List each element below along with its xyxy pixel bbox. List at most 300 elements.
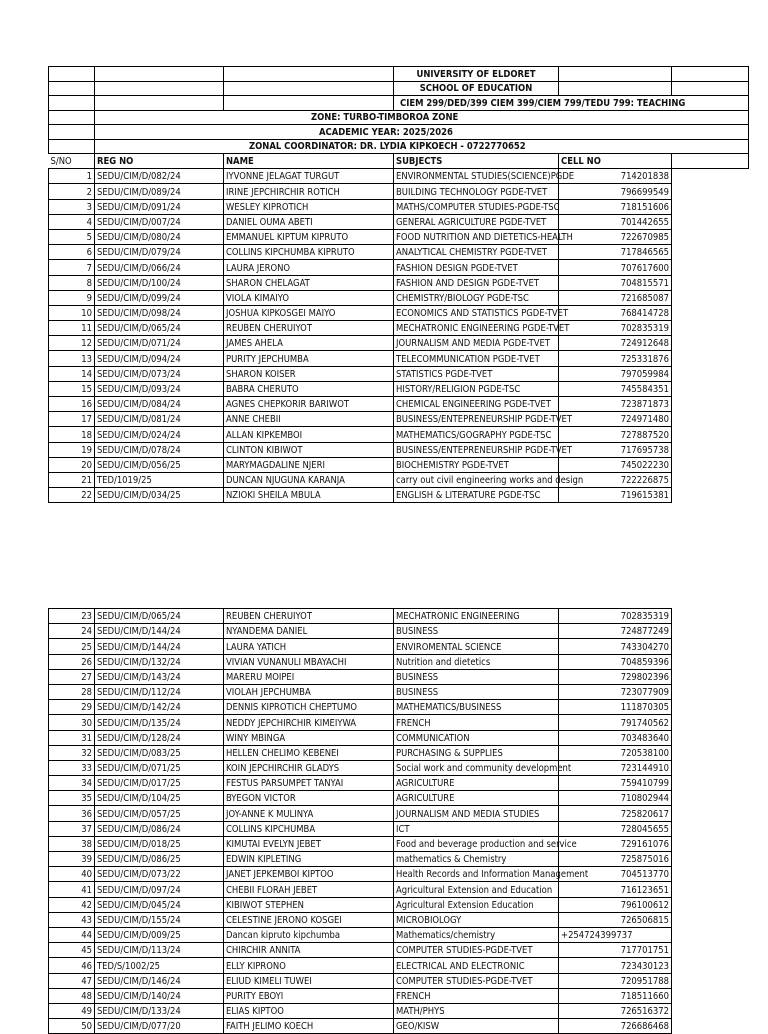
cell-no-cell: 719615381: [559, 488, 672, 503]
reg-no-cell: SEDU/CIM/D/057/25: [95, 806, 224, 821]
reg-no-cell: SEDU/CIM/D/082/24: [95, 169, 224, 184]
reg-no-cell: SEDU/CIM/D/155/24: [95, 912, 224, 927]
reg-no-cell: SEDU/CIM/D/086/25: [95, 852, 224, 867]
cell-no-cell: 729802396: [559, 669, 672, 684]
cell-no-cell: 111870305: [559, 700, 672, 715]
name-cell: Dancan kipruto kipchumba: [224, 927, 394, 942]
reg-no-cell: SEDU/CIM/D/083/25: [95, 745, 224, 760]
table-row: [49, 472, 749, 487]
reg-no-cell: TED/S/1002/25: [95, 958, 224, 973]
table-row: [49, 730, 749, 745]
table-row: [49, 867, 749, 882]
table-row: [49, 745, 749, 760]
reg-no-cell: SEDU/CIM/D/112/24: [95, 684, 224, 699]
subject-cell: Agricultural Extension Education: [394, 897, 559, 912]
table-row: [49, 336, 749, 351]
name-cell: SHARON CHELAGAT: [224, 275, 394, 290]
cell-no-cell: +254724399737: [559, 927, 672, 942]
table-row: [49, 654, 749, 669]
subject-cell: Food and beverage production and service: [394, 836, 559, 851]
table-row: [49, 821, 749, 836]
table-row: [49, 897, 749, 912]
reg-no-cell: SEDU/CIM/D/065/24: [95, 609, 224, 624]
cell-no-cell: 720538100: [559, 745, 672, 760]
reg-no-cell: SEDU/CIM/D/100/24: [95, 275, 224, 290]
reg-no-cell: SEDU/CIM/D/093/24: [95, 381, 224, 396]
cell-no-cell: 723871873: [559, 397, 672, 412]
reg-no-cell: SEDU/CIM/D/128/24: [95, 730, 224, 745]
row-number: 18: [49, 427, 95, 442]
row-number: 14: [49, 366, 95, 381]
table-row: [49, 806, 749, 821]
subject-cell: TELECOMMUNICATION PGDE-TVET: [394, 351, 559, 366]
subject-cell: BIOCHEMISTRY PGDE-TVET: [394, 457, 559, 472]
name-cell: CELESTINE JERONO KOSGEI: [224, 912, 394, 927]
name-cell: BABRA CHERUTO: [224, 381, 394, 396]
subject-cell: MECHATRONIC ENGINEERING: [394, 609, 559, 624]
cell-no-cell: 701442655: [559, 214, 672, 229]
cell-no-cell: 707617600: [559, 260, 672, 275]
name-cell: MARYMAGDALINE NJERI: [224, 457, 394, 472]
cell-no-cell: 724877249: [559, 624, 672, 639]
name-cell: PURITY JEPCHUMBA: [224, 351, 394, 366]
table-row: [49, 229, 749, 244]
subject-cell: MATHEMATICS/GOGRAPHY PGDE-TSC: [394, 427, 559, 442]
subject-cell: ENVIROMENTAL SCIENCE: [394, 639, 559, 654]
subject-cell: MICROBIOLOGY: [394, 912, 559, 927]
subject-cell: mathematics & Chemistry: [394, 852, 559, 867]
row-number: 23: [49, 609, 95, 624]
row-number: 32: [49, 745, 95, 760]
col-header-name: NAME: [224, 154, 394, 169]
reg-no-cell: SEDU/CIM/D/089/24: [95, 184, 224, 199]
table-row: [49, 184, 749, 199]
subject-cell: GEO/KISW: [394, 1019, 559, 1034]
name-cell: LAURA JERONO: [224, 260, 394, 275]
row-number: 25: [49, 639, 95, 654]
name-cell: NYANDEMA DANIEL: [224, 624, 394, 639]
name-cell: VIOLA KIMAIYO: [224, 290, 394, 305]
row-number: 44: [49, 927, 95, 942]
row-number: 8: [49, 275, 95, 290]
reg-no-cell: SEDU/CIM/D/017/25: [95, 776, 224, 791]
name-cell: KOIN JEPCHIRCHIR GLADYS: [224, 760, 394, 775]
subject-cell: carry out civil engineering works and design: [394, 472, 559, 487]
cell-no-cell: 721685087: [559, 290, 672, 305]
name-cell: KIBIWOT STEPHEN: [224, 897, 394, 912]
reg-no-cell: SEDU/CIM/D/081/24: [95, 412, 224, 427]
cell-no-cell: 704815571: [559, 275, 672, 290]
row-number: 10: [49, 305, 95, 320]
name-cell: JAMES AHELA: [224, 336, 394, 351]
row-number: 39: [49, 852, 95, 867]
table-row: [49, 199, 749, 214]
subject-cell: BUILDING TECHNOLOGY PGDE-TVET: [394, 184, 559, 199]
name-cell: REUBEN CHERUIYOT: [224, 321, 394, 336]
name-cell: NZIOKI SHEILA MBULA: [224, 488, 394, 503]
reg-no-cell: SEDU/CIM/D/098/24: [95, 305, 224, 320]
name-cell: CHEBII FLORAH JEBET: [224, 882, 394, 897]
top-sheet: [48, 66, 691, 503]
cell-no-cell: 704859396: [559, 654, 672, 669]
reg-no-cell: SEDU/CIM/D/135/24: [95, 715, 224, 730]
name-cell: ALLAN KIPKEMBOI: [224, 427, 394, 442]
cell-no-cell: 703483640: [559, 730, 672, 745]
name-cell: DUNCAN NJUGUNA KARANJA: [224, 472, 394, 487]
table-row: [49, 852, 749, 867]
reg-no-cell: SEDU/CIM/D/073/24: [95, 366, 224, 381]
reg-no-cell: SEDU/CIM/D/146/24: [95, 973, 224, 988]
reg-no-cell: TED/1019/25: [95, 472, 224, 487]
header-and-list-table: [48, 66, 749, 503]
cell-no-cell: 720951788: [559, 973, 672, 988]
subject-cell: GENERAL AGRICULTURE PGDE-TVET: [394, 214, 559, 229]
table-row: [49, 305, 749, 320]
subject-cell: BUSINESS/ENTEPRENEURSHIP PGDE-TVET: [394, 442, 559, 457]
table-row: [49, 427, 749, 442]
row-number: 49: [49, 1003, 95, 1018]
row-number: 38: [49, 836, 95, 851]
cell-no-cell: 745584351: [559, 381, 672, 396]
subject-cell: FASHION AND DESIGN PGDE-TVET: [394, 275, 559, 290]
cell-no-cell: 714201838: [559, 169, 672, 184]
reg-no-cell: SEDU/CIM/D/104/25: [95, 791, 224, 806]
table-row: [49, 321, 749, 336]
name-cell: CHIRCHIR ANNITA: [224, 943, 394, 958]
cell-no-cell: 791740562: [559, 715, 672, 730]
reg-no-cell: SEDU/CIM/D/142/24: [95, 700, 224, 715]
row-number: 30: [49, 715, 95, 730]
cell-no-cell: 723144910: [559, 760, 672, 775]
row-number: 9: [49, 290, 95, 305]
name-cell: MARERU MOIPEI: [224, 669, 394, 684]
cell-no-cell: 729161076: [559, 836, 672, 851]
subject-cell: BUSINESS/ENTEPRENEURSHIP PGDE-TVET: [394, 412, 559, 427]
reg-no-cell: SEDU/CIM/D/097/24: [95, 882, 224, 897]
reg-no-cell: SEDU/CIM/D/080/24: [95, 229, 224, 244]
school-title: SCHOOL OF EDUCATION: [394, 81, 559, 96]
reg-no-cell: SEDU/CIM/D/034/25: [95, 488, 224, 503]
subject-cell: CHEMISTRY/BIOLOGY PGDE-TSC: [394, 290, 559, 305]
subject-cell: AGRICULTURE: [394, 776, 559, 791]
subject-cell: ICT: [394, 821, 559, 836]
row-number: 28: [49, 684, 95, 699]
reg-no-cell: SEDU/CIM/D/079/24: [95, 245, 224, 260]
name-cell: DENNIS KIPROTICH CHEPTUMO: [224, 700, 394, 715]
name-cell: COLLINS KIPCHUMBA KIPRUTO: [224, 245, 394, 260]
table-row: [49, 169, 749, 184]
cell-no-cell: 723430123: [559, 958, 672, 973]
row-number: 35: [49, 791, 95, 806]
reg-no-cell: SEDU/CIM/D/078/24: [95, 442, 224, 457]
name-cell: ELIAS KIPTOO: [224, 1003, 394, 1018]
table-row: [49, 669, 749, 684]
row-number: 31: [49, 730, 95, 745]
table-row: [49, 260, 749, 275]
subject-cell: ANALYTICAL CHEMISTRY PGDE-TVET: [394, 245, 559, 260]
table-row: [49, 776, 749, 791]
row-number: 5: [49, 229, 95, 244]
row-number: 20: [49, 457, 95, 472]
reg-no-cell: SEDU/CIM/D/140/24: [95, 988, 224, 1003]
subject-cell: ELECTRICAL AND ELECTRONIC: [394, 958, 559, 973]
zone-title: ZONE: TURBO-TIMBOROA ZONE: [95, 110, 749, 125]
subject-cell: COMPUTER STUDIES-PGDE-TVET: [394, 973, 559, 988]
name-cell: JANET JEPKEMBOI KIPTOO: [224, 867, 394, 882]
name-cell: ELLY KIPRONO: [224, 958, 394, 973]
cell-no-cell: 724971480: [559, 412, 672, 427]
reg-no-cell: SEDU/CIM/D/094/24: [95, 351, 224, 366]
reg-no-cell: SEDU/CIM/D/133/24: [95, 1003, 224, 1018]
name-cell: PURITY EBOYI: [224, 988, 394, 1003]
cell-no-cell: 724912648: [559, 336, 672, 351]
subject-cell: HISTORY/RELIGION PGDE-TSC: [394, 381, 559, 396]
cell-no-cell: 718151606: [559, 199, 672, 214]
reg-no-cell: SEDU/CIM/D/045/24: [95, 897, 224, 912]
cell-no-cell: 768414728: [559, 305, 672, 320]
row-number: 27: [49, 669, 95, 684]
cell-no-cell: 725875016: [559, 852, 672, 867]
col-header-cell: CELL NO: [559, 154, 672, 169]
reg-no-cell: SEDU/CIM/D/018/25: [95, 836, 224, 851]
row-number: 43: [49, 912, 95, 927]
subject-cell: PURCHASING & SUPPLIES: [394, 745, 559, 760]
table-row: [49, 366, 749, 381]
row-number: 12: [49, 336, 95, 351]
table-row: [49, 214, 749, 229]
table-row: [49, 927, 749, 942]
table-row: [49, 943, 749, 958]
table-row: [49, 684, 749, 699]
cell-no-cell: 796699549: [559, 184, 672, 199]
cell-no-cell: 717846565: [559, 245, 672, 260]
table-row: [49, 791, 749, 806]
name-cell: HELLEN CHELIMO KEBENEI: [224, 745, 394, 760]
name-cell: LAURA YATICH: [224, 639, 394, 654]
name-cell: WINY MBINGA: [224, 730, 394, 745]
reg-no-cell: SEDU/CIM/D/099/24: [95, 290, 224, 305]
subject-cell: BUSINESS: [394, 624, 559, 639]
row-number: 1: [49, 169, 95, 184]
name-cell: ELIUD KIMELI TUWEI: [224, 973, 394, 988]
name-cell: KIMUTAI EVELYN JEBET: [224, 836, 394, 851]
table-row: [49, 700, 749, 715]
table-row: [49, 639, 749, 654]
university-title: UNIVERSITY OF ELDORET: [394, 67, 559, 82]
row-number: 46: [49, 958, 95, 973]
subject-cell: FRENCH: [394, 988, 559, 1003]
table-row: [49, 836, 749, 851]
reg-no-cell: SEDU/CIM/D/077/20: [95, 1019, 224, 1034]
subject-cell: Social work and community development: [394, 760, 559, 775]
reg-no-cell: SEDU/CIM/D/056/25: [95, 457, 224, 472]
subject-cell: MATHS/COMPUTER STUDIES-PGDE-TSC: [394, 199, 559, 214]
cell-no-cell: 717695738: [559, 442, 672, 457]
row-number: 36: [49, 806, 95, 821]
table-row: [49, 412, 749, 427]
subject-cell: FASHION DESIGN PGDE-TVET: [394, 260, 559, 275]
table-row: [49, 715, 749, 730]
row-number: 22: [49, 488, 95, 503]
subject-cell: Health Records and Information Management: [394, 867, 559, 882]
reg-no-cell: SEDU/CIM/D/066/24: [95, 260, 224, 275]
cell-no-cell: 726506815: [559, 912, 672, 927]
cell-no-cell: 716123651: [559, 882, 672, 897]
reg-no-cell: SEDU/CIM/D/144/24: [95, 639, 224, 654]
name-cell: FESTUS PARSUMPET TANYAI: [224, 776, 394, 791]
row-number: 4: [49, 214, 95, 229]
subject-cell: Agricultural Extension and Education: [394, 882, 559, 897]
cell-no-cell: 722226875: [559, 472, 672, 487]
subject-cell: CHEMICAL ENGINEERING PGDE-TVET: [394, 397, 559, 412]
name-cell: JOSHUA KIPKOSGEI MAIYO: [224, 305, 394, 320]
table-row: [49, 397, 749, 412]
table-row: [49, 1019, 749, 1034]
subject-cell: AGRICULTURE: [394, 791, 559, 806]
cell-no-cell: 728045655: [559, 821, 672, 836]
name-cell: JOY-ANNE K MULINYA: [224, 806, 394, 821]
reg-no-cell: SEDU/CIM/D/024/24: [95, 427, 224, 442]
row-number: 50: [49, 1019, 95, 1034]
name-cell: VIVIAN VUNANULI MBAYACHI: [224, 654, 394, 669]
row-number: 13: [49, 351, 95, 366]
name-cell: VIOLAH JEPCHUMBA: [224, 684, 394, 699]
row-number: 3: [49, 199, 95, 214]
reg-no-cell: SEDU/CIM/D/113/24: [95, 943, 224, 958]
table-row: [49, 912, 749, 927]
col-header-subjects: SUBJECTS: [394, 154, 559, 169]
subject-cell: JOURNALISM AND MEDIA PGDE-TVET: [394, 336, 559, 351]
col-header-sno: S/NO: [50, 156, 72, 168]
table-row: [49, 624, 749, 639]
col-header-reg: REG NO: [95, 154, 224, 169]
cell-no-cell: 710802944: [559, 791, 672, 806]
reg-no-cell: SEDU/CIM/D/073/22: [95, 867, 224, 882]
row-number: 45: [49, 943, 95, 958]
reg-no-cell: SEDU/CIM/D/009/25: [95, 927, 224, 942]
subject-cell: MECHATRONIC ENGINEERING PGDE-TVET: [394, 321, 559, 336]
name-cell: CLINTON KIBIWOT: [224, 442, 394, 457]
subject-cell: ECONOMICS AND STATISTICS PGDE-TVET: [394, 305, 559, 320]
reg-no-cell: SEDU/CIM/D/071/25: [95, 760, 224, 775]
row-number: 40: [49, 867, 95, 882]
cell-no-cell: 702835319: [559, 609, 672, 624]
name-cell: DANIEL OUMA ABETI: [224, 214, 394, 229]
table-row: [49, 760, 749, 775]
subject-cell: COMMUNICATION: [394, 730, 559, 745]
row-number: 19: [49, 442, 95, 457]
cell-no-cell: 796100612: [559, 897, 672, 912]
cell-no-cell: 745022230: [559, 457, 672, 472]
row-number: 7: [49, 260, 95, 275]
table-row: [49, 351, 749, 366]
cell-no-cell: 743304270: [559, 639, 672, 654]
cell-no-cell: 727887520: [559, 427, 672, 442]
name-cell: BYEGON VICTOR: [224, 791, 394, 806]
reg-no-cell: SEDU/CIM/D/144/24: [95, 624, 224, 639]
course-title: CIEM 299/DED/399 CIEM 399/CIEM 799/TEDU 799: TEACHING: [394, 96, 749, 111]
academic-year: ACADEMIC YEAR: 2025/2026: [95, 125, 749, 140]
row-number: 47: [49, 973, 95, 988]
cell-no-cell: 702835319: [559, 321, 672, 336]
reg-no-cell: SEDU/CIM/D/091/24: [95, 199, 224, 214]
row-number: 37: [49, 821, 95, 836]
name-cell: IYVONNE JELAGAT TURGUT: [224, 169, 394, 184]
reg-no-cell: SEDU/CIM/D/084/24: [95, 397, 224, 412]
subject-cell: BUSINESS: [394, 684, 559, 699]
cell-no-cell: 725820617: [559, 806, 672, 821]
zonal-coordinator: ZONAL COORDINATOR: DR. LYDIA KIPKOECH - 0722770652: [95, 139, 749, 154]
table-row: [49, 290, 749, 305]
subject-cell: ENVIRONMENTAL STUDIES(SCIENCE)PGDE: [394, 169, 559, 184]
subject-cell: Mathematics/chemistry: [394, 927, 559, 942]
cell-no-cell: 723077909: [559, 684, 672, 699]
table-row: [49, 381, 749, 396]
name-cell: EDWIN KIPLETING: [224, 852, 394, 867]
name-cell: REUBEN CHERUIYOT: [224, 609, 394, 624]
reg-no-cell: SEDU/CIM/D/132/24: [95, 654, 224, 669]
subject-cell: FRENCH: [394, 715, 559, 730]
row-number: 26: [49, 654, 95, 669]
name-cell: NEDDY JEPCHIRCHIR KIMEIYWA: [224, 715, 394, 730]
subject-cell: STATISTICS PGDE-TVET: [394, 366, 559, 381]
name-cell: AGNES CHEPKORIR BARIWOT: [224, 397, 394, 412]
row-number: 6: [49, 245, 95, 260]
subject-cell: MATHEMATICS/BUSINESS: [394, 700, 559, 715]
subject-cell: Nutrition and dietetics: [394, 654, 559, 669]
row-number: 41: [49, 882, 95, 897]
table-row: [49, 988, 749, 1003]
row-number: 11: [49, 321, 95, 336]
cell-no-cell: 726516372: [559, 1003, 672, 1018]
cell-no-cell: 726686468: [559, 1019, 672, 1034]
cell-no-cell: 718511660: [559, 988, 672, 1003]
name-cell: WESLEY KIPROTICH: [224, 199, 394, 214]
table-row: [49, 1003, 749, 1018]
name-cell: FAITH JELIMO KOECH: [224, 1019, 394, 1034]
name-cell: ANNE CHEBII: [224, 412, 394, 427]
name-cell: EMMANUEL KIPTUM KIPRUTO: [224, 229, 394, 244]
table-row: [49, 488, 749, 503]
table-row: [49, 958, 749, 973]
cell-no-cell: 722670985: [559, 229, 672, 244]
reg-no-cell: SEDU/CIM/D/143/24: [95, 669, 224, 684]
cell-no-cell: 725331876: [559, 351, 672, 366]
subject-cell: BUSINESS: [394, 669, 559, 684]
subject-cell: ENGLISH & LITERATURE PGDE-TSC: [394, 488, 559, 503]
row-number: 17: [49, 412, 95, 427]
continued-list-table: [48, 608, 749, 1034]
subject-cell: FOOD NUTRITION AND DIETETICS-HEALTH: [394, 229, 559, 244]
subject-cell: JOURNALISM AND MEDIA STUDIES: [394, 806, 559, 821]
subject-cell: MATH/PHYS: [394, 1003, 559, 1018]
table-row: [49, 973, 749, 988]
reg-no-cell: SEDU/CIM/D/071/24: [95, 336, 224, 351]
name-cell: COLLINS KIPCHUMBA: [224, 821, 394, 836]
cell-no-cell: 717701751: [559, 943, 672, 958]
row-number: 42: [49, 897, 95, 912]
row-number: 48: [49, 988, 95, 1003]
name-cell: IRINE JEPCHIRCHIR ROTICH: [224, 184, 394, 199]
table-row: [49, 457, 749, 472]
reg-no-cell: SEDU/CIM/D/065/24: [95, 321, 224, 336]
row-number: 15: [49, 381, 95, 396]
table-row: [49, 245, 749, 260]
row-number: 21: [49, 472, 95, 487]
bottom-sheet: [48, 608, 691, 1034]
row-number: 34: [49, 776, 95, 791]
table-row: [49, 882, 749, 897]
